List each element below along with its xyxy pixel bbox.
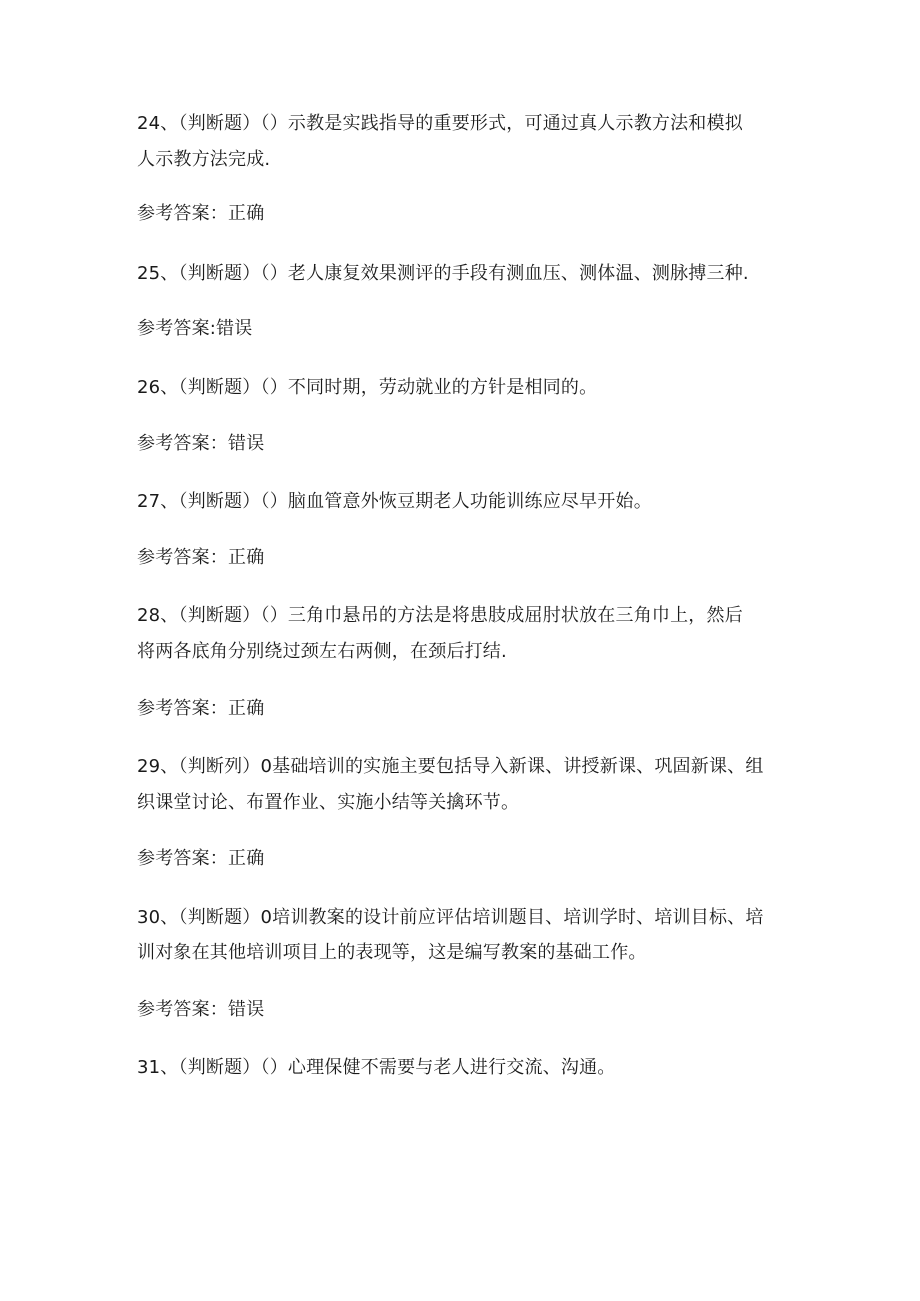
question-28-text-line1: 28、（判断题）（）三角巾悬吊的方法是将患肢成屈肘状放在三角巾上，然后 xyxy=(137,605,743,626)
question-30-answer: 参考答案：错误 xyxy=(137,999,265,1020)
question-28-answer: 参考答案：正确 xyxy=(137,698,265,719)
question-26-text-line1: 26、（判断题）（）不同时期，劳动就业的方针是相同的。 xyxy=(137,377,598,398)
question-24-text-line1: 24、（判断题）（）示教是实践指导的重要形式，可通过真人示教方法和模拟 xyxy=(137,113,743,134)
question-30-text-line1: 30、（判断题）0培训教案的设计前应评估培训题目、培训学时、培训目标、培 xyxy=(137,907,764,928)
question-31-text-line1: 31、（判断题）（）心理保健不需要与老人进行交流、沟通。 xyxy=(137,1057,616,1078)
question-28-text-line2: 将两各底角分别绕过颈左右两侧，在颈后打结. xyxy=(137,641,507,662)
question-26-answer: 参考答案：错误 xyxy=(137,433,265,454)
question-30-text-line2: 训对象在其他培训项目上的表现等，这是编写教案的基础工作。 xyxy=(137,942,647,963)
question-29-text-line2: 织课堂讨论、布置作业、实施小结等关擒环节。 xyxy=(137,792,520,813)
question-25-answer: 参考答案:错误 xyxy=(137,318,253,339)
question-29-answer: 参考答案：正确 xyxy=(137,848,265,869)
question-25-text-line1: 25、（判断题）（）老人康复效果测评的手段有测血压、测体温、测脉搏三种. xyxy=(137,263,749,284)
question-24-text-line2: 人示教方法完成. xyxy=(137,149,271,170)
question-24-answer: 参考答案：正确 xyxy=(137,203,265,224)
question-29-text-line1: 29、（判断列）0基础培训的实施主要包括导入新课、讲授新课、巩固新课、组 xyxy=(137,756,764,777)
question-27-answer: 参考答案：正确 xyxy=(137,547,265,568)
question-27-text-line1: 27、（判断题）（）脑血管意外恢豆期老人功能训练应尽早开始。 xyxy=(137,491,652,512)
